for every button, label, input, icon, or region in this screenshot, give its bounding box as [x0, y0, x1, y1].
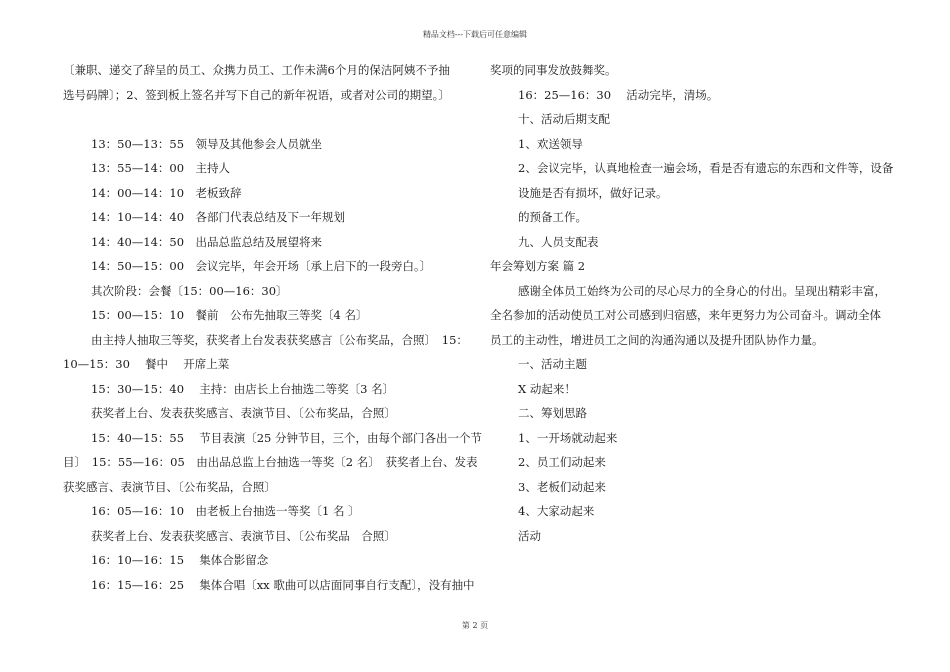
- text-line: 14：10—14：40 各部门代表总结及下一年规划: [91, 210, 346, 224]
- text-line: 14：40—14：50 出品总监总结及展望将来: [91, 234, 323, 249]
- text-line: 获奖者上台、发表获奖感言、表演节目、〔公布奖品，合照〕: [91, 406, 396, 420]
- text-line: 〔兼职、递交了辞呈的员工、众携力员工、工作未满6个月的保洁阿姨不予抽: [63, 63, 450, 77]
- text-line: 1、一开场就动起来: [518, 430, 618, 445]
- text-line: 3、老板们动起来: [518, 479, 606, 494]
- text-line: 16：25—16：30 活动完毕，清场。: [518, 87, 719, 102]
- text-line: 目〕 15：55—16：05 由出品总监上台抽选一等奖〔2 名〕 获奖者上台、发表: [63, 455, 478, 469]
- text-line: 年会筹划方案 篇 2: [490, 259, 586, 273]
- text-line: 的预备工作。: [518, 210, 587, 224]
- text-line: 2、员工们动起来: [518, 455, 606, 469]
- text-line: 其次阶段：会餐〔15：00—16：30〕: [91, 283, 288, 298]
- text-line: 13：50—13：55 领导及其他参会人员就坐: [91, 136, 323, 151]
- text-line: 九、人员支配表: [518, 234, 599, 249]
- text-line: 15：40—15：55 节目表演〔25 分钟节目，三个，由每个部门各出一个节: [91, 430, 482, 445]
- text-line: 由主持人抽取三等奖，获奖者上台发表获奖感言〔公布奖品，合照〕 15：: [91, 332, 468, 347]
- text-line: 活动: [518, 528, 541, 543]
- text-line: 14：50—15：00 会议完毕，年会开场〔承上启下的一段旁白。〕: [91, 259, 432, 273]
- text-line: 16：15—16：25 集体合唱〔xx 歌曲可以店面同事自行支配〕，没有抽中: [91, 577, 475, 592]
- page-footer: 第 2 页: [461, 621, 489, 630]
- text-line: 全名参加的活动使员工对公司感到归宿感，来年更努力为公司奋斗。调动全体: [490, 308, 881, 322]
- text-line: 设施是否有损坏，做好记录。: [518, 185, 668, 200]
- text-line: 16：10—16：15 集体合影留念: [91, 553, 269, 567]
- text-line: 获奖者上台、发表获奖感言、表演节目、〔公布奖品 合照〕: [91, 528, 396, 543]
- text-line: 2、会议完毕，认真地检查一遍会场，看是否有遗忘的东西和文件等，设备: [518, 161, 894, 175]
- text-line: 16：05—16：10 由老板上台抽选一等奖〔1 名 〕: [91, 504, 360, 518]
- text-line: 13：55—14：00 主持人: [91, 161, 231, 175]
- text-line: 15：00—15：10 餐前 公布先抽取三等奖〔4 名〕: [91, 308, 368, 322]
- text-line: 1、欢送领导: [518, 136, 583, 151]
- text-line: 一、活动主题: [518, 357, 587, 371]
- text-line: 14：00—14：10 老板致辞: [91, 185, 242, 200]
- text-line: 感谢全体员工始终为公司的尽心尽力的全身心的付出。呈现出精彩丰富，: [518, 283, 886, 298]
- text-line: X 动起来！: [518, 381, 576, 396]
- right-column: [490, 58, 894, 548]
- left-column: [63, 58, 482, 597]
- text-line: 奖项的同事发放鼓舞奖。: [490, 63, 617, 77]
- text-line: 获奖感言、表演节目、〔公布奖品，合照〕: [63, 479, 276, 494]
- page-header: 精品文档---下载后可任意编辑: [422, 30, 528, 39]
- text-line: 15：30—15：40 主持：由店长上台抽选二等奖〔3 名〕: [91, 381, 395, 396]
- text-line: 10—15：30 餐中 开席上菜: [63, 357, 230, 371]
- text-line: 十、活动后期支配: [518, 112, 610, 126]
- text-line: 4、大家动起来: [518, 504, 595, 518]
- paragraph-gap: [63, 107, 475, 132]
- text-line: 选号码牌〕；2、签到板上签名并写下自己的新年祝语，或者对公司的期望。〕: [63, 87, 450, 102]
- text-line: 员工的主动性，增进员工之间的沟通沟通以及提升团队协作力量。: [490, 332, 824, 347]
- text-line: 二、筹划思路: [518, 406, 587, 420]
